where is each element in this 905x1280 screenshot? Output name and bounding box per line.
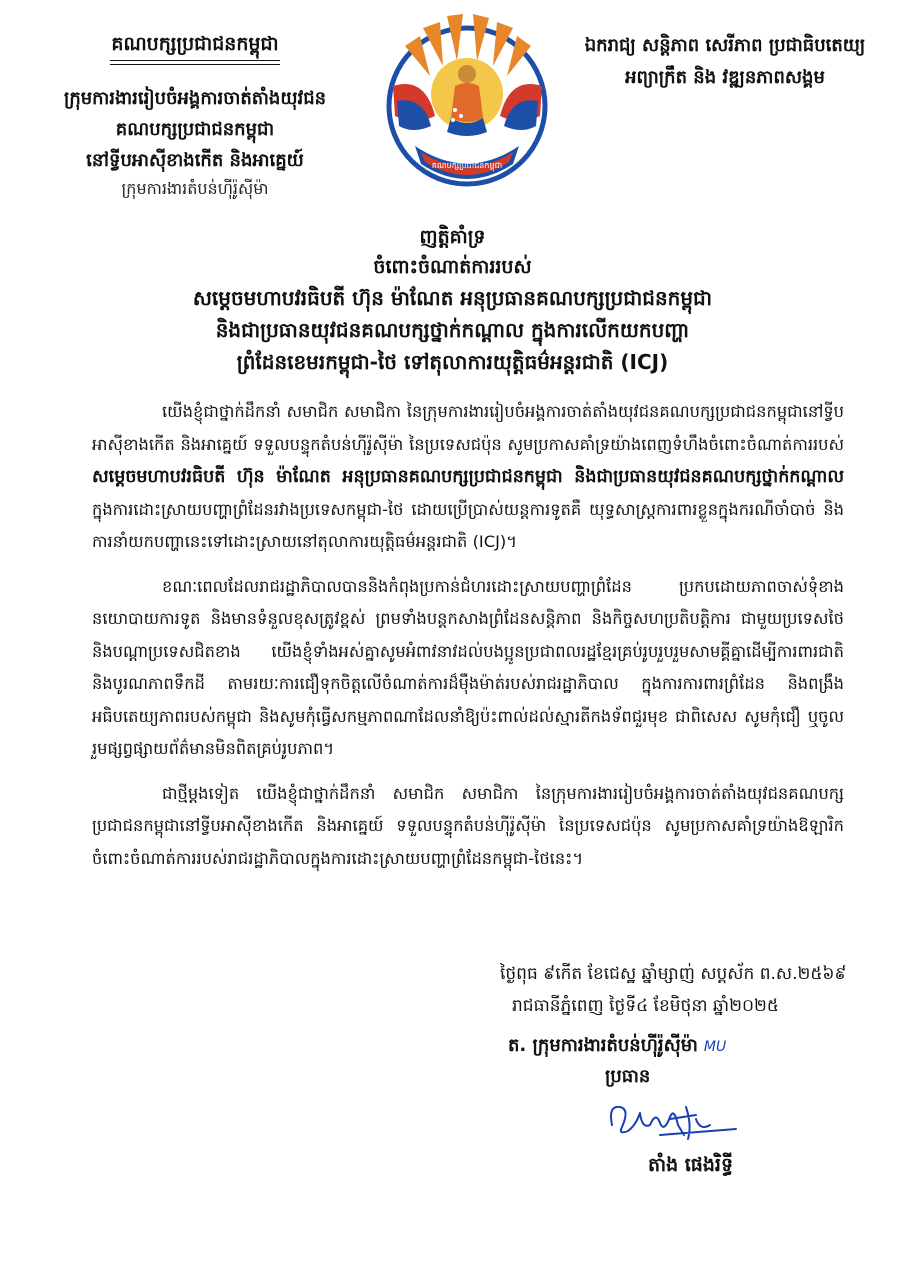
committee-block	[0, 83, 390, 176]
handwritten-signature-icon	[600, 1095, 740, 1145]
body-paragraph-3: ជាថ្មីម្តងទៀត យើងខ្ញុំជាថ្នាក់ដឹកនាំ សមាជិក សមាជិកា នៃក្រុមការងាររៀបចំអង្គការចាត់តាំងយុវជនគណបក្សប្រជាជនកម្ពុជានៅទ្វីបអាស៊ីខាងកើត និងអាគ្នេយ៍ ទទួលបន្ទុកតំបន់ហ៊ីរ៉ូស៊ីម៉ា នៃប្រទេសជប៉ុន សូមប្រកាសគាំទ្រយ៉ាងឱឡារិកចំពោះចំណាត់ការរបស់រាជរដ្ឋាភិបាលក្នុងការដោះស្រាយបញ្ហាព្រំដែនកម្ពុជា-ថៃនេះ។	[92, 783, 844, 868]
committee-line: នៅទ្វីបអាស៊ីខាងកើត និងអាគ្នេយ៍	[86, 150, 304, 171]
p1-emphasis: សម្តេចមហាបវរធិបតី ហ៊ុន ម៉ាណែត អនុប្រធានគណបក្សប្រជាជនកម្ពុជា និងជាប្រធានយុវជនគណបក្សថ្នាក់កណ្តាល	[92, 467, 844, 487]
committee-line: ក្រុមការងាររៀបចំអង្គការចាត់តាំងយុវជន	[63, 88, 327, 109]
p1-text-a: យើងខ្ញុំជាថ្នាក់ដឹកនាំ សមាជិក សមាជិកា នៃក្រុមការងាររៀបចំអង្គការចាត់តាំងយុវជនគណបក្សប្រជាជនកម្ពុជានៅទ្វីបអាស៊ីខាងកើត និងអាគ្នេយ៍ ទទួលបន្ទុកតំបន់ហ៊ីរ៉ូស៊ីម៉ា នៃប្រទេសជប៉ុន សូមប្រកាសគាំទ្រយ៉ាងពេញទំហឹងចំពោះចំណាត់ការរបស់	[92, 402, 844, 454]
motto-line-2: អព្យាក្រឹត និង វឌ្ឍនភាពសង្គម	[625, 67, 825, 88]
header-right	[560, 30, 890, 94]
signatory-name: តាំង ផេងរិទ្ធី	[648, 1154, 734, 1176]
region-label: ក្រុមការងារតំបន់ហ៊ីរ៉ូស៊ីម៉ា	[121, 179, 269, 198]
title-line-3: សម្តេចមហាបវរធិបតី ហ៊ុន ម៉ាណែត អនុប្រធានគណបក្សប្រជាជនកម្ពុជា	[192, 286, 713, 310]
org-name: ត. ក្រុមការងារតំបន់ហ៊ីរ៉ូស៊ីម៉ា	[508, 1035, 698, 1056]
motto-line-1: ឯករាជ្យ សន្តិភាព សេរីភាព ប្រជាធិបតេយ្យ	[584, 35, 866, 56]
p1-text-b: ក្នុងការដោះស្រាយបញ្ហាព្រំដែនរវាងប្រទេសកម្ពុជា-ថៃ ដោយប្រើប្រាស់យន្តការទូតគឺ យុទ្ធសាស្ត្រការពារខ្លួនក្នុងករណីចាំបាច់ និងការនាំយកបញ្ហានេះទៅដោះស្រាយនៅតុលាការយុត្តិធម៌អន្តរជាតិ (ICJ)។	[92, 499, 844, 551]
lunar-date: ថ្ងៃពុធ ៩កើត ខែជេស្ឋ ឆ្នាំម្សាញ់ សប្តស័ក ព.ស.២៥៦៩	[500, 964, 847, 984]
handwritten-initials: MU	[703, 1039, 727, 1055]
document-title	[40, 222, 865, 378]
body-paragraph-2: ខណៈពេលដែលរាជរដ្ឋាភិបាលបាននិងកំពុងប្រកាន់ជំហរដោះស្រាយបញ្ហាព្រំដែន ប្រកបដោយភាពចាស់ទុំខាងនយោបាយការទូត និងមានទំនួលខុសត្រូវខ្ពស់ ព្រមទាំងបន្តកសាងព្រំដែនសន្តិភាព និងកិច្ចសហប្រតិបត្តិការ ជាមួយប្រទេសថៃ និងបណ្តាប្រទេសជិតខាង យើងខ្ញុំទាំងអស់គ្នាសូមអំពាវនាវដល់បងប្អូនប្រជាពលរដ្ឋខ្មែរគ្រប់រូបរួបរួមសាមគ្គីគ្នាដើម្បីការពារជាតិ និងបូរណភាពទឹកដី តាមរយៈការជឿទុកចិត្តលើចំណាត់ការដ៏ម៉ឺងម៉ាត់របស់រាជរដ្ឋាភិបាល ក្នុងការការពារព្រំដែន និងពង្រឹងអធិបតេយ្យភាពរបស់កម្ពុជា និងសូមកុំធ្វើសកម្មភាពណាដែលនាំឱ្យប៉ះពាល់ដល់ស្មារតីកងទ័ពជួរមុខ ជាពិសេស សូមកុំជឿ ឬចូលរួមផ្សព្វផ្សាយព័ត៌មានមិនពិតគ្រប់រូបភាព។	[92, 576, 844, 758]
signing-organization	[508, 1030, 726, 1063]
party-name: គណបក្សប្រជាជនកម្ពុជា	[111, 33, 279, 55]
title-line-1: ញត្តិគាំទ្រ	[419, 226, 486, 248]
date-block	[470, 958, 870, 1022]
cpp-party-logo-icon	[385, 6, 550, 196]
body-paragraph-1	[92, 396, 844, 559]
header-left	[0, 30, 390, 202]
title-line-4: និងជាប្រធានយុវជនគណបក្សថ្នាក់កណ្តាល ក្នុងការលើកយកបញ្ហា	[215, 318, 690, 342]
title-line-2: ចំពោះចំណាត់ការរបស់	[373, 256, 532, 278]
document-body	[92, 396, 844, 887]
solar-date: រាជធានីភ្នំពេញ ថ្ងៃទី៤ ខែមិថុនា ឆ្នាំ២០២៥	[512, 996, 779, 1016]
committee-line: គណបក្សប្រជាជនកម្ពុជា	[115, 119, 275, 140]
logo-banner-text: គណបក្សប្រជាជនកម្ពុជា	[431, 161, 503, 170]
party-name-underline	[110, 60, 280, 65]
signatory-role: ប្រធាន	[605, 1066, 651, 1087]
title-line-5: ព្រំដែនខេមរកម្ពុជា-ថៃ ទៅតុលាការយុត្តិធម៌អន្តរជាតិ (ICJ)	[236, 350, 669, 374]
